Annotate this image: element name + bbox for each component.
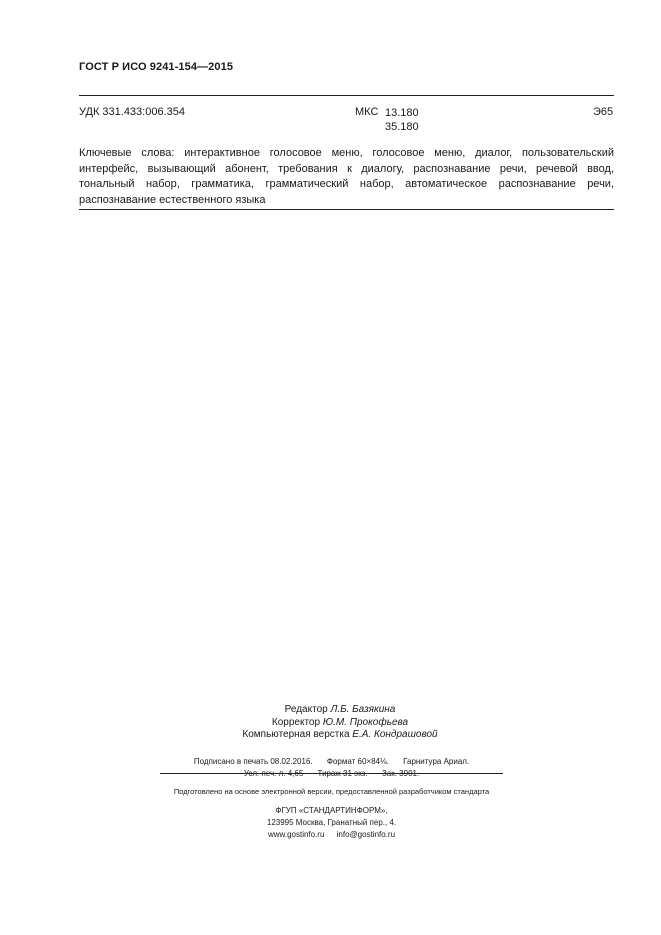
keywords-paragraph: Ключевые слова: интерактивное голосовое меню, голосовое меню, диалог, пользовательский интерфейс, вызывающий абонент, требования к диалогу, распознавание речи, речевой ввод, тональный набор, грамматика, грамматический набор, автоматическое распознавание речи, распознавание естественного языка — [79, 147, 614, 206]
mks-codes — [385, 106, 419, 134]
credit-role: Редактор — [284, 704, 328, 715]
printed-sheets: Усл. печ. л. 4,65 — [243, 769, 304, 778]
credit-role: Корректор — [271, 716, 321, 728]
publisher-contacts — [160, 829, 503, 841]
divider-print — [160, 773, 503, 774]
credit-role: Компьютерная верстка — [242, 729, 350, 740]
typeface: Гарнитура Ариал. — [403, 757, 470, 766]
publisher-name: ФГУП «СТАНДАРТИНФОРМ», — [275, 806, 388, 815]
credit-layout — [180, 729, 500, 742]
source-note: Подготовлено на основе электронной версии, предоставленной разработчиком стандарта — [173, 787, 490, 796]
credit-person: Ю.М. Прокофьева — [322, 716, 409, 728]
mks-code: 35.180 — [385, 121, 419, 133]
document-code: ГОСТ Р ИСО 9241-154—2015 — [79, 61, 234, 73]
mks-code: 13.180 — [385, 107, 419, 119]
okstu-code: Э65 — [593, 106, 614, 118]
print-run: Тираж 31 экз. — [317, 769, 368, 778]
udk-code: УДК 331.433:006.354 — [79, 106, 185, 118]
publisher-website: www.gostinfo.ru — [267, 830, 325, 839]
credit-editor — [180, 704, 500, 717]
signed-date: Подписано в печать 08.02.2016. — [193, 757, 313, 766]
order-number: Зак. 3901. — [381, 769, 420, 778]
print-info-line-1 — [160, 756, 503, 768]
credits-block — [180, 704, 500, 742]
paper-format: Формат 60×84⅛. — [326, 757, 389, 766]
publisher-block — [160, 805, 503, 841]
credit-person: Е.А. Кондрашовой — [352, 729, 438, 740]
publisher-address: 123995 Москва, Гранатный пер., 4. — [266, 818, 397, 827]
credit-person: Л.Б. Базякина — [330, 704, 396, 715]
print-info — [160, 756, 503, 780]
divider-top — [79, 95, 614, 96]
divider-keywords — [79, 209, 614, 210]
publisher-email: info@gostinfo.ru — [336, 830, 396, 839]
credit-corrector — [180, 717, 500, 730]
print-info-line-2 — [160, 768, 503, 780]
mks-label: МКС — [355, 106, 379, 118]
